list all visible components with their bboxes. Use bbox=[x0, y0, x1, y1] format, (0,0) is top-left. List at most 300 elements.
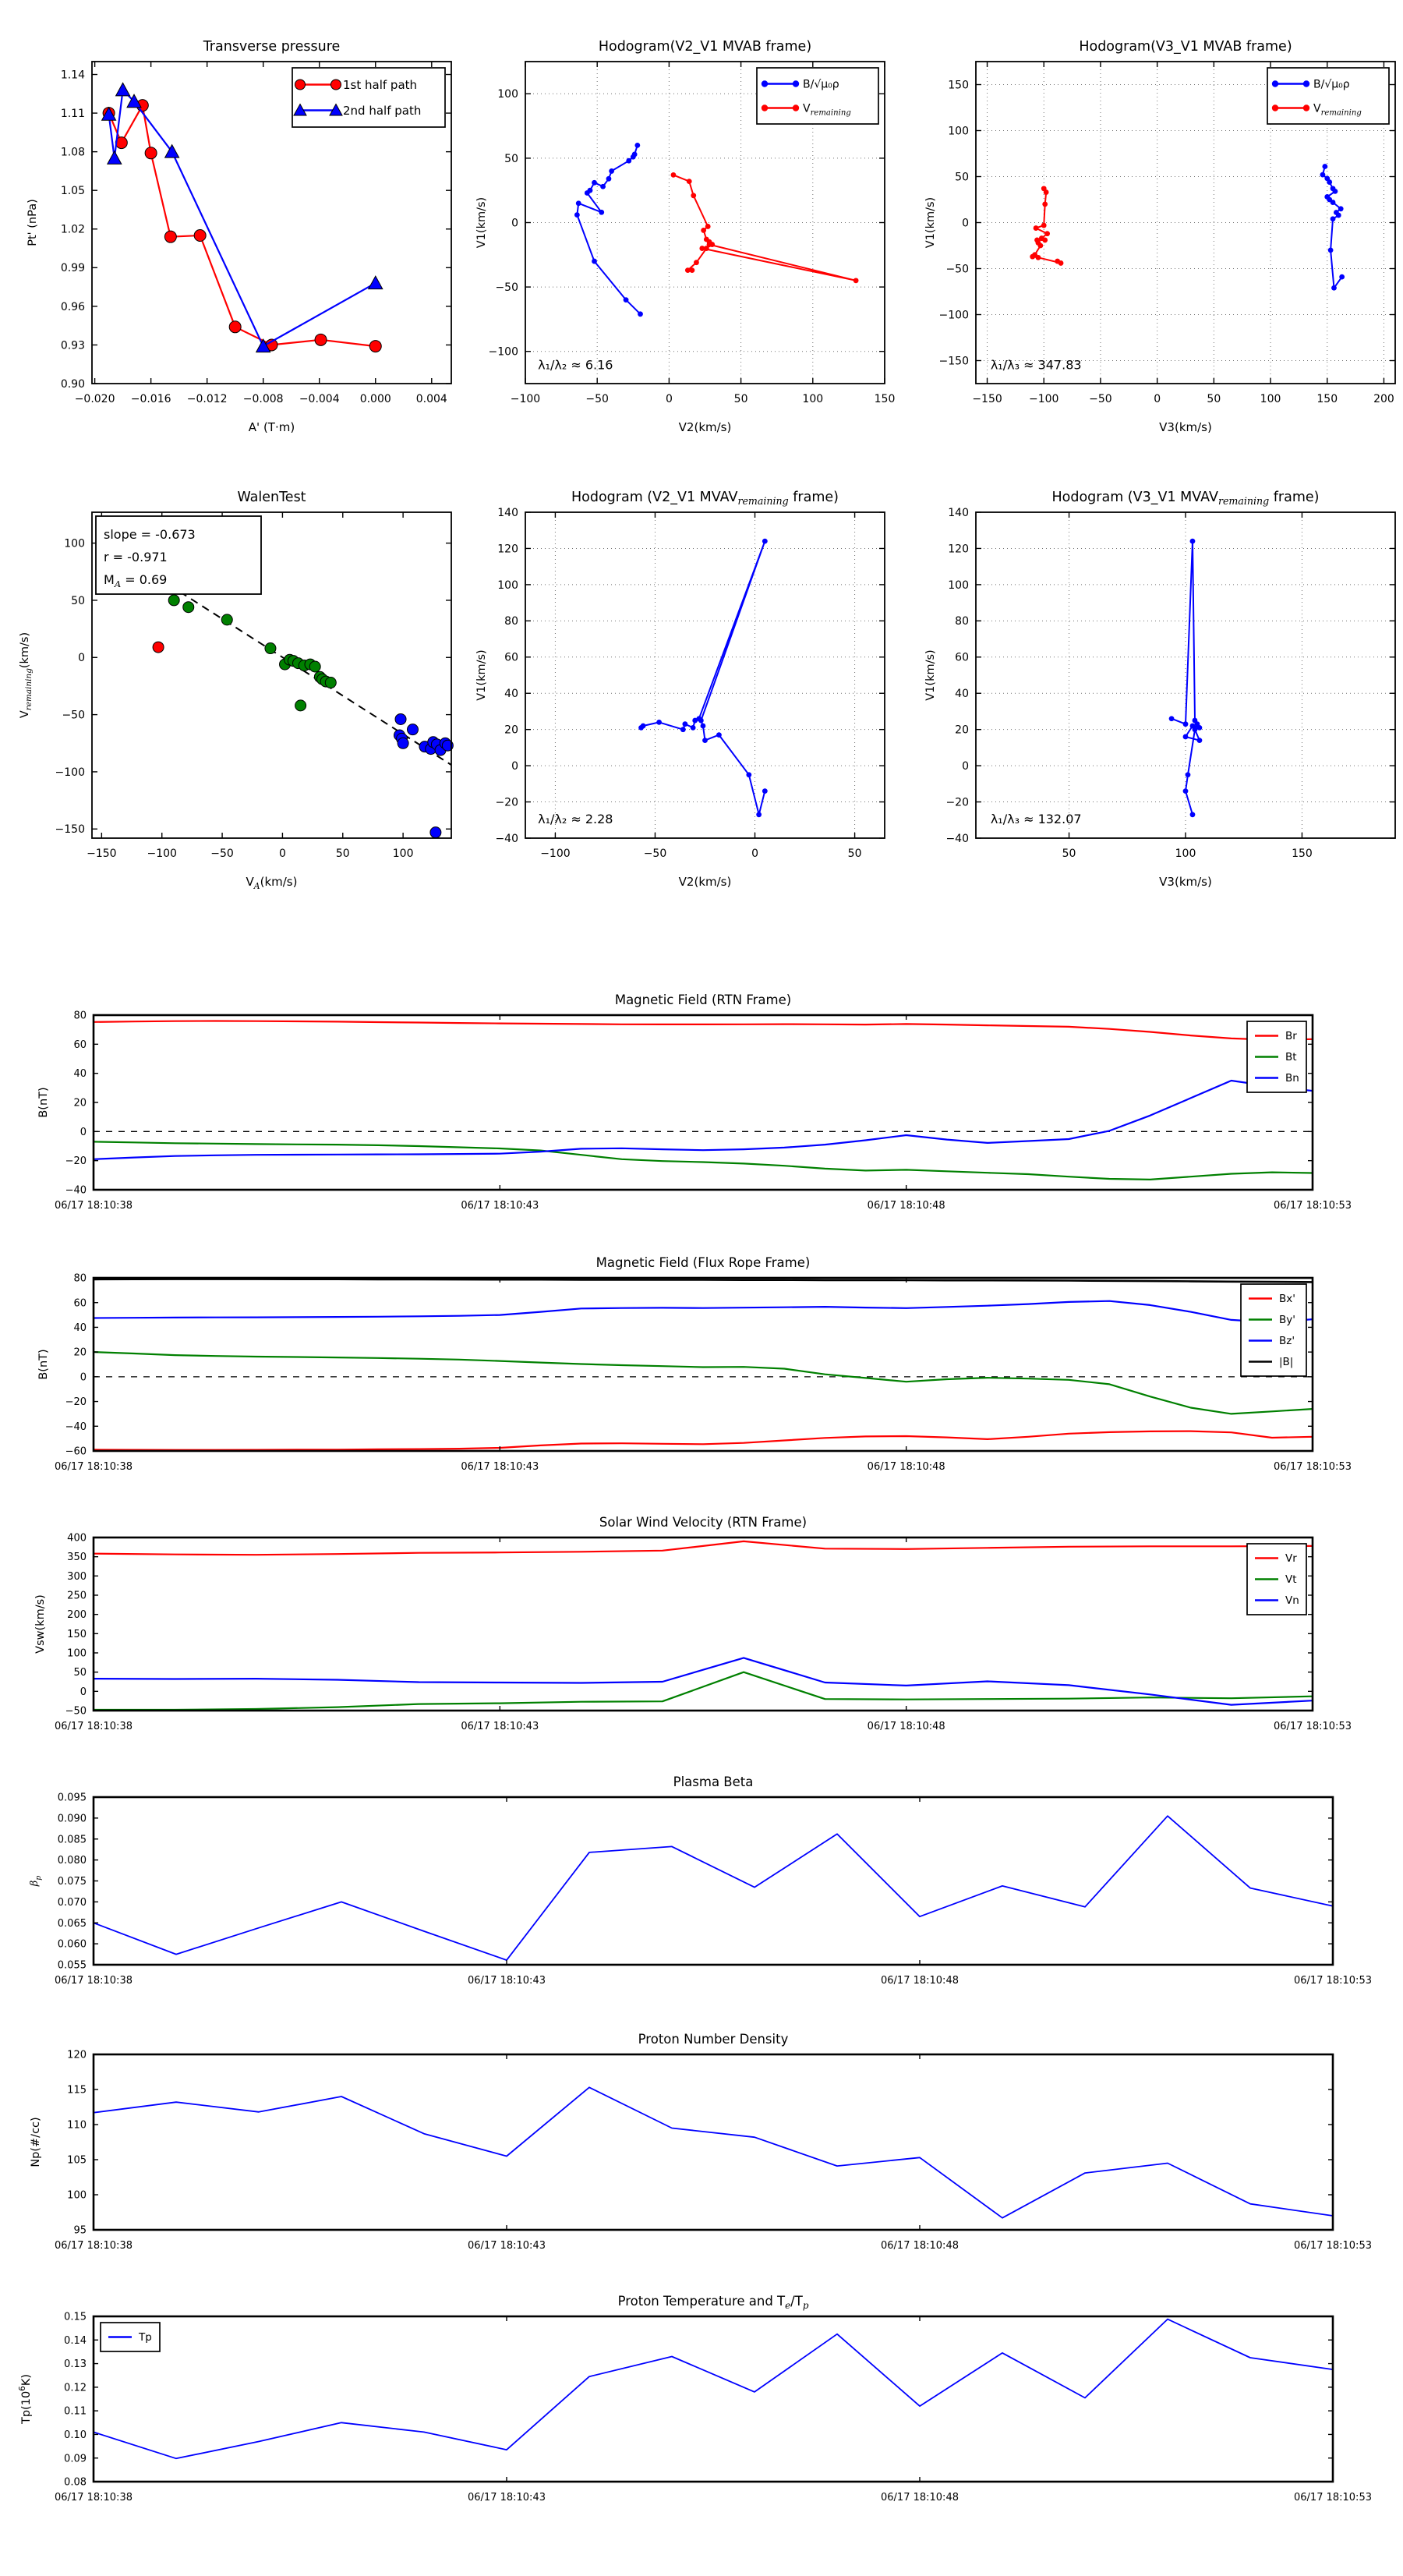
circle-marker bbox=[599, 210, 604, 215]
x-tick-labels bbox=[55, 1461, 1352, 1473]
x-tick-label: 150 bbox=[1292, 847, 1313, 860]
y-tick-label: 1.05 bbox=[60, 185, 85, 198]
x-tick-labels bbox=[55, 1721, 1352, 1732]
y-tick-label: 50 bbox=[73, 1667, 87, 1679]
chart-title: Hodogram (V3_V1 $MVAV_{remaining}$ frame) bbox=[1051, 490, 1320, 507]
series-line bbox=[109, 90, 376, 346]
circle-marker bbox=[1055, 259, 1060, 264]
circle-marker bbox=[1183, 721, 1189, 727]
y-tick-label: 0.11 bbox=[64, 2405, 87, 2418]
circle-marker bbox=[295, 80, 306, 90]
x-tick-label: 50 bbox=[733, 393, 748, 405]
x-tick-labels bbox=[55, 1975, 1372, 1987]
circle-marker bbox=[1044, 231, 1050, 236]
y-tick-label: 1.08 bbox=[60, 146, 85, 159]
x-tick-label: −150 bbox=[972, 393, 1002, 405]
y-tick-label: −40 bbox=[65, 1421, 87, 1433]
y-tick-labels bbox=[489, 88, 518, 358]
series-v-remaining bbox=[671, 172, 859, 283]
x-tick-label: 06/17 18:10:38 bbox=[55, 1461, 133, 1473]
circle-marker bbox=[221, 614, 232, 625]
x-axis-label: V3(km/s) bbox=[1159, 420, 1212, 434]
y-tick-label: 20 bbox=[73, 1346, 87, 1359]
y-tick-label: 250 bbox=[67, 1590, 87, 1602]
series-line bbox=[94, 1541, 1313, 1555]
y-tick-label: 400 bbox=[67, 1532, 87, 1545]
y-tick-label: −50 bbox=[495, 281, 518, 294]
y-tick-label: 0.090 bbox=[57, 1813, 87, 1825]
circle-marker bbox=[153, 642, 164, 653]
x-tick-labels bbox=[972, 393, 1394, 405]
y-tick-label: 50 bbox=[504, 152, 518, 165]
series-line bbox=[94, 2087, 1333, 2217]
circle-marker bbox=[265, 643, 276, 654]
x-tick-label: 100 bbox=[392, 847, 414, 860]
circle-marker bbox=[699, 246, 705, 251]
circle-marker bbox=[609, 168, 614, 174]
ticks bbox=[525, 512, 885, 838]
circle-marker bbox=[631, 154, 636, 160]
y-tick-label: 60 bbox=[73, 1039, 87, 1051]
x-tick-label: 0 bbox=[1154, 393, 1161, 405]
x-tick-label: 0 bbox=[751, 847, 758, 860]
x-tick-label: 06/17 18:10:43 bbox=[468, 2492, 546, 2503]
circle-marker bbox=[1042, 238, 1048, 243]
y-axis-label: $Tp(10^6K)$ bbox=[18, 2374, 33, 2424]
chart-b-flux-rope bbox=[37, 1255, 1352, 1473]
x-tick-label: 100 bbox=[1175, 847, 1196, 860]
series-line bbox=[94, 1081, 1313, 1159]
y-tick-label: 50 bbox=[71, 594, 85, 607]
series-b-over-sqrt-mu0rho bbox=[574, 143, 643, 317]
x-tick-labels bbox=[55, 2240, 1372, 2252]
y-tick-label: 0 bbox=[80, 1371, 87, 1384]
legend bbox=[757, 68, 878, 124]
series-line bbox=[94, 1279, 1313, 1283]
y-tick-label: −50 bbox=[945, 263, 969, 276]
x-tick-label: −0.016 bbox=[130, 393, 171, 405]
x-tick-label: −50 bbox=[643, 847, 667, 860]
plot-frame bbox=[94, 1537, 1313, 1711]
legend-label: Bx' bbox=[1279, 1293, 1295, 1306]
ticks bbox=[94, 1797, 1333, 1965]
circle-marker bbox=[762, 788, 768, 794]
circle-marker bbox=[682, 721, 687, 727]
legend bbox=[1241, 1284, 1306, 1376]
circle-marker bbox=[585, 190, 590, 196]
x-tick-label: 06/17 18:10:38 bbox=[55, 1975, 133, 1987]
y-tick-label: 0.12 bbox=[64, 2382, 87, 2394]
chart-title: Magnetic Field (Flux Rope Frame) bbox=[595, 1255, 811, 1270]
y-tick-labels bbox=[939, 79, 969, 367]
series-B-magnitude bbox=[94, 1279, 1313, 1283]
circle-marker bbox=[1169, 716, 1175, 721]
y-axis-label: Vsw(km/s) bbox=[34, 1594, 47, 1654]
y-tick-label: 0 bbox=[962, 760, 969, 773]
series-line bbox=[94, 1141, 1313, 1180]
plot-frame bbox=[94, 2316, 1333, 2482]
circle-marker bbox=[395, 713, 406, 724]
circle-marker bbox=[707, 242, 712, 247]
series-line bbox=[94, 1301, 1313, 1322]
legend-label: Vr bbox=[1285, 1552, 1297, 1566]
circle-marker bbox=[746, 772, 751, 777]
y-tick-label: 0 bbox=[511, 217, 518, 230]
y-tick-label: 350 bbox=[67, 1552, 87, 1564]
y-tick-label: 0.15 bbox=[64, 2311, 87, 2323]
series-Bn bbox=[94, 1081, 1313, 1159]
y-tick-label: 0 bbox=[80, 1686, 87, 1698]
chart-title: Solar Wind Velocity (RTN Frame) bbox=[599, 1515, 808, 1530]
y-tick-label: 0.09 bbox=[64, 2453, 87, 2465]
x-tick-label: −100 bbox=[147, 847, 177, 860]
circle-marker bbox=[698, 718, 704, 724]
chart-transverse-pressure bbox=[27, 39, 451, 434]
x-tick-labels bbox=[1062, 847, 1313, 860]
legend bbox=[1247, 1021, 1306, 1092]
x-tick-label: 06/17 18:10:53 bbox=[1274, 1721, 1352, 1732]
legend bbox=[1267, 68, 1389, 124]
circle-marker bbox=[430, 827, 441, 838]
circle-marker bbox=[606, 176, 612, 182]
circle-marker bbox=[407, 724, 418, 735]
circle-marker bbox=[1331, 216, 1336, 221]
circle-marker bbox=[687, 179, 692, 184]
y-tick-label: 100 bbox=[67, 2189, 87, 2202]
circle-marker bbox=[1190, 812, 1196, 817]
circle-marker bbox=[1336, 213, 1341, 218]
x-tick-labels bbox=[55, 1200, 1352, 1212]
series-Bt bbox=[94, 1141, 1313, 1180]
x-tick-label: 06/17 18:10:38 bbox=[55, 2492, 133, 2503]
y-tick-label: 120 bbox=[497, 543, 518, 556]
y-axis-label: V1(km/s) bbox=[475, 649, 488, 701]
y-tick-label: 0 bbox=[80, 1126, 87, 1138]
y-tick-labels bbox=[67, 2050, 87, 2237]
circle-marker bbox=[762, 539, 768, 544]
circle-marker bbox=[793, 104, 799, 111]
y-tick-label: 60 bbox=[504, 651, 518, 664]
legend-label: $V_{remaining}$ bbox=[803, 102, 851, 118]
y-tick-label: 100 bbox=[67, 1647, 87, 1660]
y-tick-label: 115 bbox=[67, 2084, 87, 2097]
x-tick-label: 06/17 18:10:48 bbox=[867, 1200, 945, 1212]
chart-hodogram-v2v1-mvav bbox=[475, 490, 885, 889]
y-tick-label: 40 bbox=[504, 688, 518, 701]
y-tick-label: 140 bbox=[948, 506, 969, 519]
y-tick-labels bbox=[65, 1010, 87, 1197]
series-line bbox=[94, 1352, 1313, 1414]
series-By-prime bbox=[94, 1352, 1313, 1414]
y-tick-label: −20 bbox=[495, 796, 518, 809]
chart-title: Plasma Beta bbox=[673, 1775, 754, 1789]
y-tick-label: −100 bbox=[55, 766, 85, 779]
circle-marker bbox=[315, 334, 327, 345]
y-axis-label: V1(km/s) bbox=[475, 196, 488, 249]
series-line bbox=[641, 541, 765, 815]
y-tick-label: 0.93 bbox=[60, 339, 85, 352]
y-tick-label: 120 bbox=[948, 543, 969, 556]
y-tick-label: 0.095 bbox=[57, 1792, 87, 1804]
circle-marker bbox=[1037, 243, 1043, 249]
x-tick-label: 150 bbox=[1316, 393, 1338, 405]
x-tick-label: −0.012 bbox=[186, 393, 228, 405]
circle-marker bbox=[853, 278, 859, 283]
series-Np bbox=[94, 2087, 1333, 2217]
legend-label: Bt bbox=[1285, 1051, 1297, 1064]
circle-marker bbox=[1322, 164, 1327, 169]
circle-marker bbox=[1034, 225, 1039, 231]
y-axis-label: V1(km/s) bbox=[924, 196, 937, 249]
y-tick-labels bbox=[64, 2312, 87, 2489]
y-tick-labels bbox=[58, 1792, 87, 1972]
y-tick-labels bbox=[65, 1273, 87, 1458]
x-tick-label: 06/17 18:10:43 bbox=[468, 2240, 546, 2252]
y-tick-label: 20 bbox=[955, 724, 969, 737]
plot-frame bbox=[94, 2054, 1333, 2230]
x-tick-label: 0.004 bbox=[415, 393, 447, 405]
y-tick-label: −20 bbox=[65, 1396, 87, 1409]
legend-label: B/√μ₀ρ bbox=[1313, 78, 1350, 91]
series-Vt bbox=[94, 1672, 1313, 1710]
x-tick-label: 06/17 18:10:53 bbox=[1294, 2240, 1372, 2252]
legend bbox=[1247, 1544, 1306, 1615]
circle-marker bbox=[671, 172, 677, 178]
circle-marker bbox=[1333, 189, 1338, 194]
chart-title: Hodogram (V2_V1 $MVAV_{remaining}$ frame) bbox=[571, 490, 839, 507]
circle-marker bbox=[793, 80, 799, 87]
chart-title: WalenTest bbox=[237, 490, 306, 505]
legend-label: Tp bbox=[139, 2331, 152, 2344]
circle-marker bbox=[1339, 274, 1345, 280]
lambda-annotation: λ₁/λ₃ ≈ 347.83 bbox=[990, 357, 1082, 373]
grid bbox=[525, 512, 885, 838]
y-tick-labels bbox=[61, 69, 85, 390]
x-tick-label: 06/17 18:10:48 bbox=[881, 2240, 959, 2252]
x-tick-label: −0.008 bbox=[242, 393, 284, 405]
y-tick-label: 0.060 bbox=[57, 1938, 87, 1951]
info-box-line: r = -0.971 bbox=[104, 550, 168, 564]
circle-marker bbox=[1331, 200, 1336, 205]
y-tick-label: 1.11 bbox=[60, 107, 85, 120]
y-tick-label: 20 bbox=[73, 1097, 87, 1109]
y-tick-label: 60 bbox=[955, 651, 969, 664]
legend bbox=[101, 2323, 160, 2351]
series-line bbox=[94, 1431, 1313, 1450]
x-tick-labels bbox=[511, 393, 896, 405]
y-tick-label: 140 bbox=[497, 506, 518, 519]
x-tick-label: 100 bbox=[1260, 393, 1281, 405]
circle-marker bbox=[762, 80, 768, 87]
y-tick-label: 40 bbox=[955, 688, 969, 701]
chart-b-rtn bbox=[37, 993, 1352, 1212]
chart-hodogram-v3v1-mvav bbox=[924, 490, 1395, 889]
legend bbox=[292, 68, 445, 127]
y-tick-label: 80 bbox=[73, 1010, 87, 1022]
legend-label: 1st half path bbox=[343, 77, 418, 92]
y-tick-label: 80 bbox=[73, 1272, 87, 1285]
chart-hodogram-v2v1-mvab bbox=[475, 39, 895, 434]
y-tick-label: 120 bbox=[67, 2049, 87, 2061]
y-tick-label: 100 bbox=[948, 579, 969, 592]
x-tick-label: 06/17 18:10:53 bbox=[1274, 1200, 1352, 1212]
triangle-marker bbox=[116, 83, 130, 96]
y-tick-label: 0.96 bbox=[60, 300, 85, 313]
circle-marker bbox=[638, 311, 643, 317]
circle-marker bbox=[690, 267, 695, 273]
y-tick-label: 0.90 bbox=[60, 377, 85, 391]
info-box-line: slope = -0.673 bbox=[104, 527, 196, 542]
y-tick-label: 300 bbox=[67, 1570, 87, 1583]
x-tick-label: −50 bbox=[1089, 393, 1112, 405]
legend-label: Bn bbox=[1285, 1072, 1299, 1085]
y-axis-label: Np(#/cc) bbox=[30, 2117, 42, 2167]
circle-marker bbox=[1331, 285, 1337, 291]
x-axis-label: A' (T·m) bbox=[248, 420, 295, 434]
series-line bbox=[109, 105, 376, 346]
series-beta-p bbox=[94, 1816, 1333, 1960]
x-tick-label: 06/17 18:10:43 bbox=[461, 1200, 539, 1212]
series-v-remaining bbox=[1030, 186, 1063, 265]
series-first-half-path bbox=[103, 100, 381, 352]
x-tick-label: 06/17 18:10:48 bbox=[881, 2492, 959, 2503]
ticks bbox=[94, 1015, 1313, 1190]
y-tick-label: −40 bbox=[65, 1184, 87, 1197]
circle-marker bbox=[398, 738, 408, 748]
x-tick-label: 50 bbox=[1207, 393, 1221, 405]
circle-marker bbox=[1303, 104, 1309, 111]
circle-marker bbox=[634, 143, 640, 148]
chart-title: Hodogram(V2_V1 MVAB frame) bbox=[598, 39, 812, 55]
circle-marker bbox=[1197, 725, 1203, 731]
lambda-annotation: λ₁/λ₂ ≈ 6.16 bbox=[538, 357, 613, 373]
y-tick-label: 0.075 bbox=[57, 1876, 87, 1888]
circle-marker bbox=[576, 200, 581, 206]
y-tick-label: 0.080 bbox=[57, 1855, 87, 1867]
chart-title: Hodogram(V3_V1 MVAB frame) bbox=[1079, 39, 1292, 55]
circle-marker bbox=[1030, 254, 1035, 260]
y-tick-label: 60 bbox=[73, 1297, 87, 1310]
series-line bbox=[94, 1816, 1333, 1960]
info-box bbox=[96, 516, 261, 594]
series-line bbox=[673, 175, 856, 280]
y-tick-label: −20 bbox=[65, 1155, 87, 1168]
series-middle-third-points bbox=[168, 595, 336, 711]
x-tick-label: 0.000 bbox=[359, 393, 391, 405]
x-tick-label: 06/17 18:10:43 bbox=[468, 1975, 546, 1987]
x-axis-label: V3(km/s) bbox=[1159, 875, 1212, 889]
y-tick-label: 150 bbox=[67, 1628, 87, 1640]
circle-marker bbox=[295, 700, 306, 711]
x-tick-label: 50 bbox=[1062, 847, 1076, 860]
chart-proton-density bbox=[30, 2032, 1372, 2252]
x-tick-label: 06/17 18:10:48 bbox=[867, 1461, 945, 1473]
info-box-line: $M_A = 0.69$ bbox=[104, 572, 168, 589]
y-tick-label: 200 bbox=[67, 1609, 87, 1622]
y-tick-label: 50 bbox=[955, 171, 969, 184]
y-tick-label: −150 bbox=[938, 355, 969, 368]
x-tick-labels bbox=[55, 2492, 1372, 2503]
circle-marker bbox=[1042, 202, 1048, 207]
y-tick-label: 105 bbox=[67, 2154, 87, 2167]
circle-marker bbox=[702, 738, 708, 743]
y-axis-label: V1(km/s) bbox=[924, 649, 937, 701]
x-tick-label: 06/17 18:10:48 bbox=[881, 1975, 959, 1987]
y-tick-label: 40 bbox=[73, 1068, 87, 1081]
circle-marker bbox=[325, 678, 336, 688]
y-tick-label: 40 bbox=[73, 1322, 87, 1334]
circle-marker bbox=[1197, 738, 1203, 743]
plot-frame bbox=[94, 1797, 1333, 1965]
y-tick-label: −60 bbox=[65, 1445, 87, 1458]
x-tick-labels bbox=[75, 393, 447, 405]
chart-title: Proton Temperature and $T_e/T_p$ bbox=[617, 2294, 809, 2311]
circle-marker bbox=[164, 231, 176, 242]
circle-marker bbox=[592, 259, 597, 264]
y-tick-label: −50 bbox=[62, 709, 85, 722]
x-tick-label: 06/17 18:10:43 bbox=[461, 1721, 539, 1732]
plot-frame bbox=[525, 512, 885, 838]
triangle-marker bbox=[108, 151, 122, 165]
y-tick-labels bbox=[945, 507, 969, 845]
circle-marker bbox=[624, 297, 629, 303]
circle-marker bbox=[716, 732, 722, 738]
y-axis-label: B(nT) bbox=[37, 1349, 50, 1380]
x-tick-label: 06/17 18:10:38 bbox=[55, 2240, 133, 2252]
circle-marker bbox=[1272, 80, 1278, 87]
x-tick-label: 06/17 18:10:48 bbox=[867, 1721, 945, 1732]
plot-frame bbox=[94, 1015, 1313, 1190]
legend-label: 2nd half path bbox=[343, 103, 422, 118]
chart-vsw-rtn bbox=[34, 1515, 1352, 1732]
x-tick-label: −100 bbox=[540, 847, 571, 860]
circle-marker bbox=[574, 212, 580, 218]
series-line bbox=[94, 2319, 1333, 2459]
y-tick-label: 0.14 bbox=[64, 2334, 87, 2347]
y-tick-label: 1.02 bbox=[60, 223, 85, 236]
circle-marker bbox=[1338, 206, 1344, 211]
y-tick-label: 100 bbox=[497, 88, 518, 101]
y-tick-label: 150 bbox=[948, 79, 969, 92]
series-line bbox=[1323, 167, 1342, 288]
y-tick-label: 100 bbox=[497, 579, 518, 592]
y-tick-label: 110 bbox=[67, 2119, 87, 2132]
circle-marker bbox=[641, 724, 646, 729]
y-tick-label: 0 bbox=[962, 217, 969, 230]
circle-marker bbox=[1193, 727, 1198, 732]
y-tick-labels bbox=[495, 507, 518, 845]
x-axis-label: $V_A(km/s)$ bbox=[246, 875, 298, 891]
y-axis-label: $V_{remaining}(km/s)$ bbox=[19, 632, 34, 719]
chart-walen-test bbox=[19, 490, 453, 891]
ticks bbox=[94, 1537, 1313, 1711]
x-tick-label: 06/17 18:10:38 bbox=[55, 1721, 133, 1732]
y-tick-label: 0.055 bbox=[57, 1959, 87, 1972]
series-last-third-points bbox=[394, 713, 453, 837]
circle-marker bbox=[1303, 80, 1309, 87]
y-tick-label: 0.085 bbox=[57, 1834, 87, 1846]
series-line bbox=[94, 1021, 1313, 1043]
series-Bx-prime bbox=[94, 1431, 1313, 1450]
y-tick-label: −100 bbox=[938, 309, 969, 322]
lambda-annotation: λ₁/λ₃ ≈ 132.07 bbox=[990, 812, 1082, 827]
y-tick-label: −50 bbox=[65, 1705, 87, 1718]
circle-marker bbox=[694, 260, 699, 265]
ticks bbox=[94, 2054, 1333, 2230]
x-axis-label: V2(km/s) bbox=[678, 875, 732, 889]
circle-marker bbox=[762, 104, 768, 111]
circle-marker bbox=[309, 661, 320, 672]
